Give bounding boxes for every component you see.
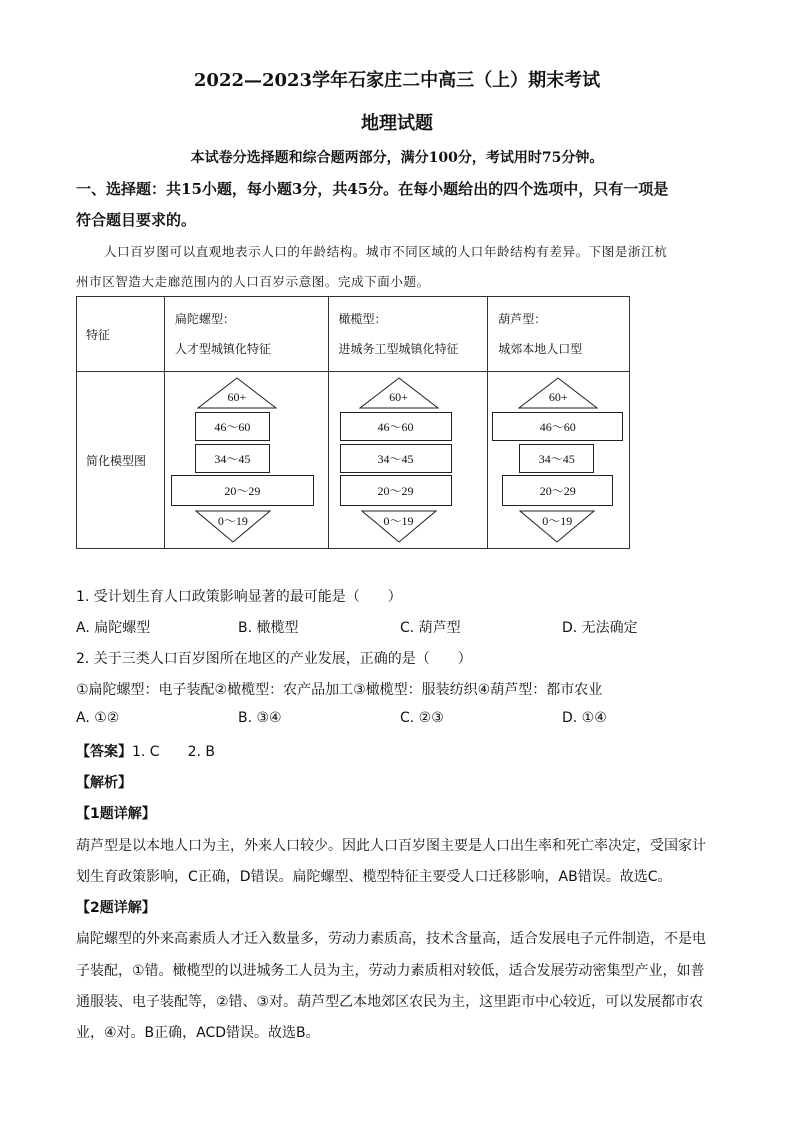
population-pyramid-table [76,296,630,549]
exam-title: 2022—2023学年石家庄二中高三（上）期末考试 [193,70,601,91]
col-header-flat-top [164,297,328,372]
age-box: 20～29 [340,475,452,506]
q1-analysis-line1: 葫芦型是以本地人口为主，外来人口较少。因此人口百岁图主要是人口出生率和死亡率决定，受国家计 [76,838,706,854]
age-box: 34～45 [195,444,270,473]
age-box: 20～29 [171,475,314,506]
exam-instructions: 本试卷分选择题和综合题两部分，满分100分，考试用时75分钟。 [190,150,604,166]
q1-option-c[interactable]: C. 葫芦型 [400,620,461,636]
feature-label: 进城务工型城镇化特征 [338,342,459,356]
answer-tag: 【答案】 [76,744,132,760]
diagram-flat-top [164,372,328,549]
answer-text: 1. C 2. B [132,744,215,760]
q2-analysis-line1: 扁陀螺型的外来高素质人才迁入数量多，劳动力素质高，技术含量高，适合发展电子元件制造，不是电 [76,931,706,947]
feature-label: 城郊本地人口型 [498,342,583,356]
q2-option-d[interactable]: D. ①④ [562,710,607,726]
age-box: 20～29 [502,475,613,506]
q2-option-a[interactable]: A. ①② [76,710,120,726]
q2-analysis-line3: 通服装、电子装配等，②错、③对。葫芦型乙本地郊区农民为主，这里距市中心较近，可以发展都市农 [76,994,704,1010]
q1-option-b[interactable]: B. 橄榄型 [238,620,299,636]
age-label: 60+ [548,390,568,404]
col-header-olive [328,297,488,372]
diagram-olive [328,372,488,549]
section-heading-line1: 一、选择题：共15小题，每小题3分，共45分。在每小题给出的四个选项中，只有一项是 [76,180,669,198]
q2-option-b[interactable]: B. ③④ [238,710,282,726]
question-2-statements: ①扁陀螺型：电子装配②橄榄型：农产品加工③橄榄型：服装纺织④葫芦型：都市农业 [76,682,603,698]
age-label: 60+ [389,390,408,404]
age-label: 0～19 [383,514,414,528]
age-label: 0～19 [217,514,248,528]
q2-analysis-line2: 子装配，①错。橄榄型的以进城务工人员为主，劳动力素质相对较低，适合发展劳动密集型产业，如普 [76,963,705,979]
age-box: 34～45 [340,444,452,473]
q2-analysis-tag: 【2题详解】 [76,900,156,916]
intro-line2: 州市区智造大走廊范围内的人口百岁示意图。完成下面小题。 [76,274,430,289]
row-label-feature: 特征 [77,297,165,372]
diagram-gourd [488,372,630,549]
question-1-stem: 1. 受计划生育人口政策影响显著的最可能是（ ） [76,589,402,605]
q2-option-c[interactable]: C. ②③ [400,710,444,726]
age-label: 0～19 [542,514,573,528]
exam-subtitle: 地理试题 [361,113,433,134]
age-label: 60+ [227,390,247,404]
q1-analysis-line2: 划生育政策影响，C正确，D错误。扁陀螺型、榄型特征主要受人口迁移影响，AB错误。故选C。 [76,869,672,885]
type-label: 扁陀螺型： [174,312,235,326]
type-label: 葫芦型： [498,312,547,326]
type-label: 橄榄型： [338,312,387,326]
question-2-stem: 2. 关于三类人口百岁图所在地区的产业发展，正确的是（ ） [76,651,472,667]
row-label-model: 简化模型图 [77,372,165,549]
answer-line [76,741,215,761]
section-heading-line2: 符合题目要求的。 [76,211,197,229]
age-box: 34～45 [519,444,594,473]
analysis-tag: 【解析】 [76,775,132,791]
q1-option-d[interactable]: D. 无法确定 [562,620,638,636]
age-box: 46～60 [492,412,623,441]
q2-analysis-line4: 业，④对。B正确，ACD错误。故选B。 [76,1025,320,1041]
intro-line1: 人口百岁图可以直观地表示人口的年龄结构。城市不同区域的人口年龄结构有差异。下图是浙江杭 [104,244,668,259]
q1-analysis-tag: 【1题详解】 [76,806,156,822]
col-header-gourd [488,297,630,372]
feature-label: 人才型城镇化特征 [174,342,271,356]
age-box: 46～60 [340,412,452,441]
age-box: 46～60 [195,412,270,441]
q1-option-a[interactable]: A. 扁陀螺型 [76,620,151,636]
